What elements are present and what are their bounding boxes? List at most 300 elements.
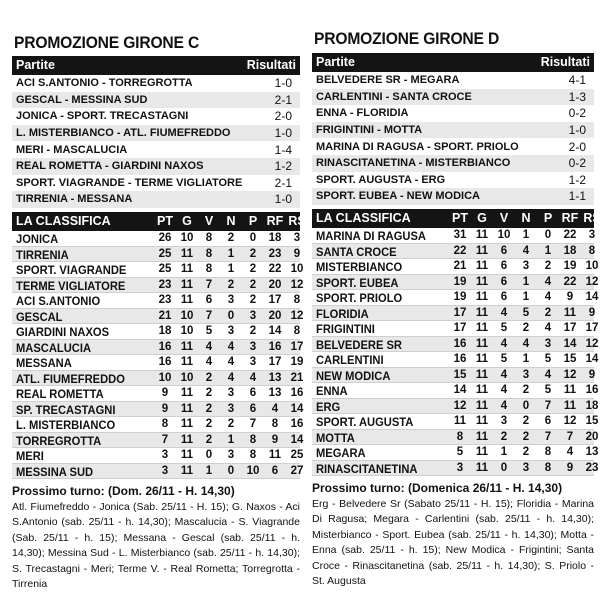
stat-value: 10 [180, 309, 194, 322]
stat-value: 10 [246, 464, 260, 477]
table-row [12, 340, 304, 356]
table-row [12, 247, 300, 263]
match-score: 1-3 [568, 89, 586, 104]
stat-value: 23 [158, 278, 172, 291]
stat-value: 9 [161, 402, 169, 415]
results-header: Risultati [540, 55, 590, 69]
stat-value: 3 [249, 340, 257, 353]
stat-value: 11 [475, 415, 489, 427]
stat-value: 5 [500, 353, 508, 365]
stat-header: RF [561, 211, 579, 225]
team-name: CARLENTINI [316, 353, 384, 367]
stat-header: P [543, 211, 553, 225]
stat-value: 11 [475, 399, 489, 412]
stat-value: 6 [249, 402, 257, 415]
team-name: MESSANA [16, 356, 72, 370]
stat-value: 4 [544, 368, 552, 381]
stat-value: 16 [268, 340, 282, 353]
stat-header: RS [583, 211, 601, 225]
stat-value: 6 [500, 244, 508, 257]
stat-header: G [477, 211, 487, 225]
stat-value: 5 [544, 384, 552, 396]
stat-value: 2 [544, 260, 552, 272]
team-name: REAL ROMETTA [16, 387, 104, 401]
stat-value: 4 [500, 337, 508, 350]
stat-header: RF [266, 214, 284, 228]
table-row [312, 352, 599, 368]
match-score: 0-2 [568, 156, 586, 171]
stat-value: 15 [563, 353, 577, 365]
stat-value: 4 [227, 371, 235, 384]
stat-value: 10 [497, 229, 511, 241]
match-score: 1-0 [274, 126, 292, 141]
stat-value: 6 [500, 275, 508, 288]
stat-value: 7 [205, 309, 213, 322]
match-score: 2-1 [274, 175, 292, 190]
stat-value: 11 [180, 263, 194, 275]
result-row [312, 188, 594, 205]
stat-value: 19 [453, 291, 467, 303]
stat-value: 4 [271, 402, 279, 415]
stat-value: 12 [290, 309, 304, 322]
stat-value: 11 [180, 278, 194, 291]
stat-value: 8 [544, 461, 552, 474]
girone-c-results-header [12, 56, 300, 75]
stat-value: 0 [522, 399, 530, 412]
stat-value: 10 [158, 371, 172, 384]
stat-value: 17 [453, 322, 467, 334]
results-header: Risultati [246, 58, 296, 72]
stat-value: 0 [544, 229, 552, 241]
match-score: 0-2 [568, 106, 586, 121]
stat-value: 11 [475, 446, 489, 458]
stat-value: 20 [585, 430, 599, 443]
stat-value: 14 [585, 291, 599, 303]
stat-value: 12 [585, 275, 599, 288]
stat-value: 17 [290, 340, 304, 353]
stat-value: 12 [290, 278, 304, 291]
stat-value: 11 [180, 387, 194, 399]
stat-value: 25 [158, 247, 172, 260]
stat-value: 11 [180, 418, 194, 430]
next-round-fixtures: Erg - Belvedere Sr (Sabato 25/11 - H. 15); Floridia - Marina Di Ragusa; Megara - Carlentini (sab. 25/11 - h. 14,30); Misterbianco - Sport. Eubea (sab. 25/11 - h. 14,30); Motta - Enna (sab. 25/11 - h. 15); New Modica - Frigintini; Santa Croce - Rinascitanetina (sab. 25/11 - h. 14,30); S. Priolo - St. Augusta [312, 497, 594, 587]
stat-value: 11 [180, 464, 194, 477]
stat-value: 25 [158, 263, 172, 275]
stat-value: 11 [475, 461, 489, 474]
stat-value: 14 [268, 325, 282, 337]
stat-value: 1 [500, 446, 508, 458]
stat-value: 4 [500, 384, 508, 396]
stat-value: 12 [563, 415, 577, 427]
team-name: NEW MODICA [316, 368, 391, 383]
stat-value: 4 [249, 371, 257, 384]
stat-value: 11 [475, 306, 489, 319]
stat-value: 4 [544, 275, 552, 288]
match-name: SPORT. VIAGRANDE - TERME VIGLIATORE [16, 176, 243, 189]
stat-value: 10 [180, 325, 194, 337]
stat-value: 14 [563, 337, 577, 350]
stat-value: 3 [544, 337, 552, 350]
stat-value: 8 [249, 433, 257, 446]
stat-value: 7 [544, 430, 552, 443]
stat-value: 3 [227, 449, 235, 461]
stat-value: 19 [453, 275, 467, 288]
stat-value: 11 [563, 384, 577, 396]
stat-value: 16 [453, 337, 467, 350]
stat-value: 15 [585, 415, 599, 427]
result-row [12, 92, 300, 109]
stat-value: 11 [475, 244, 489, 257]
team-name: SANTA CROCE [316, 244, 397, 259]
stat-value: 10 [180, 232, 194, 244]
team-name: FLORIDIA [316, 306, 369, 321]
stat-value: 3 [456, 461, 464, 474]
stat-value: 14 [290, 402, 304, 415]
stat-value: 3 [293, 232, 301, 244]
table-row [12, 324, 300, 340]
stat-value: 25 [290, 449, 304, 461]
result-row [312, 105, 594, 122]
stat-value: 17 [563, 322, 577, 334]
result-row [312, 72, 594, 89]
result-row [12, 108, 300, 125]
table-row [12, 262, 304, 278]
table-row [12, 433, 304, 449]
stat-header: V [204, 214, 214, 228]
stat-value: 13 [585, 446, 599, 458]
stat-value: 14 [290, 433, 304, 446]
stat-value: 23 [585, 461, 599, 474]
stat-value: 16 [290, 387, 304, 399]
table-row [312, 461, 599, 477]
table-row [312, 290, 599, 306]
stat-value: 1 [227, 263, 235, 275]
table-row [12, 402, 304, 418]
match-name: MERI - MASCALUCIA [16, 143, 128, 156]
team-name: SPORT. EUBEA [316, 275, 399, 290]
next-round-title: Prossimo turno: (Domenica 26/11 - H. 14,30) [312, 481, 563, 495]
match-score: 1-0 [274, 76, 292, 91]
girone-c-results-list [12, 75, 300, 208]
stat-value: 11 [475, 384, 489, 396]
stat-value: 9 [161, 387, 169, 399]
stat-value: 11 [475, 275, 489, 288]
stat-value: 1 [522, 275, 530, 288]
stat-value: 0 [205, 449, 213, 461]
stat-value: 22 [268, 263, 282, 275]
stat-value: 3 [249, 356, 257, 368]
stat-value: 4 [500, 399, 508, 412]
girone-c-standings-header [12, 212, 306, 231]
table-row [12, 231, 300, 247]
stat-value: 21 [290, 371, 304, 384]
stat-value: 4 [566, 446, 574, 458]
match-name: SPORT. EUBEA - NEW MODICA [316, 190, 480, 203]
team-name: TERME VIGLIATORE [16, 278, 126, 293]
stat-value: 2 [227, 278, 235, 291]
stat-value: 2 [249, 294, 257, 306]
table-row [312, 321, 599, 337]
match-name: FRIGINTINI - MOTTA [316, 124, 423, 137]
matches-header: Partite [316, 55, 355, 69]
stat-value: 11 [180, 340, 194, 353]
stat-value: 10 [180, 371, 194, 384]
stat-value: 3 [227, 387, 235, 399]
match-name: RINASCITANETINA - MISTERBIANCO [316, 157, 511, 170]
stat-value: 2 [205, 387, 213, 399]
table-row [312, 399, 599, 415]
stat-value: 14 [585, 353, 599, 365]
stat-value: 10 [585, 260, 599, 272]
stat-value: 26 [158, 232, 172, 244]
result-row [12, 191, 300, 208]
team-name: SPORT. VIAGRANDE [16, 263, 127, 277]
table-row [12, 386, 304, 402]
stat-header: PT [452, 211, 468, 225]
stat-value: 11 [180, 294, 194, 306]
table-row [312, 244, 594, 260]
table-row [12, 309, 304, 325]
team-name: BELVEDERE SR [316, 337, 402, 352]
stat-value: 9 [566, 291, 574, 303]
match-name: TIRRENIA - MESSANA [16, 193, 133, 206]
stat-value: 12 [563, 368, 577, 381]
stat-value: 5 [500, 322, 508, 334]
match-name: L. MISTERBIANCO - ATL. FIUMEFREDDO [16, 127, 231, 140]
team-name: TIRRENIA [16, 247, 69, 262]
stat-value: 11 [475, 229, 489, 241]
stat-value: 16 [585, 384, 599, 396]
stat-value: 3 [522, 368, 530, 381]
stat-value: 8 [161, 418, 169, 430]
stat-value: 3 [161, 464, 169, 477]
team-name: MASCALUCIA [16, 340, 92, 355]
stat-value: 4 [500, 368, 508, 381]
match-name: MARINA DI RAGUSA - SPORT. PRIOLO [316, 140, 519, 153]
stat-value: 6 [205, 294, 213, 306]
stat-value: 31 [453, 229, 467, 241]
stat-value: 9 [293, 247, 301, 260]
stat-value: 7 [205, 278, 213, 291]
team-name: MARINA DI RAGUSA [316, 229, 426, 243]
stat-value: 7 [161, 433, 169, 446]
stat-value: 5 [205, 325, 213, 337]
stat-value: 1 [227, 247, 235, 260]
stat-value: 0 [249, 232, 257, 244]
stat-value: 3 [500, 415, 508, 427]
stat-value: 8 [456, 430, 464, 443]
stat-value: 6 [249, 387, 257, 399]
table-row [312, 368, 594, 384]
team-name: ENNA [316, 384, 348, 398]
stat-value: 2 [205, 402, 213, 415]
stat-value: 2 [522, 446, 530, 458]
table-row [312, 275, 599, 291]
stat-value: 2 [522, 322, 530, 334]
stat-value: 11 [180, 247, 194, 260]
stat-value: 9 [271, 433, 279, 446]
stat-value: 27 [290, 464, 304, 477]
table-row [312, 414, 599, 430]
result-row [312, 122, 594, 139]
result-row [12, 158, 300, 175]
stat-value: 18 [585, 399, 599, 412]
stat-value: 2 [500, 430, 508, 443]
stat-value: 16 [158, 356, 172, 368]
team-name: RINASCITANETINA [316, 461, 418, 476]
stat-value: 3 [227, 325, 235, 337]
table-row [312, 445, 599, 461]
match-name: REAL ROMETTA - GIARDINI NAXOS [16, 160, 204, 173]
stat-value: 22 [453, 244, 467, 257]
stat-value: 2 [249, 263, 257, 275]
stat-header: G [182, 214, 192, 228]
team-name: SP. TRECASTAGNI [16, 402, 116, 417]
table-row [12, 278, 304, 294]
match-score: 1-4 [274, 142, 292, 157]
stat-value: 2 [227, 418, 235, 430]
stat-value: 8 [205, 247, 213, 260]
stat-header: N [226, 214, 236, 228]
stat-value: 4 [522, 337, 530, 350]
stat-value: 7 [566, 430, 574, 443]
stat-value: 5 [522, 306, 530, 319]
stat-value: 6 [500, 260, 508, 272]
team-name: MEGARA [316, 446, 366, 460]
stat-value: 2 [522, 430, 530, 443]
stat-value: 19 [290, 356, 304, 368]
result-row [312, 89, 594, 106]
match-name: ACI S.ANTONIO - TORREGROTTA [16, 77, 193, 90]
stat-value: 11 [563, 306, 577, 319]
team-name: MESSINA SUD [16, 464, 94, 479]
stat-value: 8 [205, 232, 213, 244]
girone-d-title: PROMOZIONE GIRONE D [314, 29, 500, 48]
match-score: 1-2 [274, 159, 292, 174]
stat-value: 16 [158, 340, 172, 353]
stat-value: 6 [500, 291, 508, 303]
stat-value: 8 [588, 244, 596, 257]
stat-value: 8 [249, 449, 257, 461]
stat-value: 6 [544, 415, 552, 427]
team-name: GIARDINI NAXOS [16, 325, 110, 339]
girone-c-title: PROMOZIONE GIRONE C [14, 33, 200, 52]
stat-value: 13 [268, 371, 282, 384]
match-name: BELVEDERE SR - MEGARA [316, 74, 460, 87]
stat-value: 7 [249, 418, 257, 430]
match-score: 1-1 [568, 189, 586, 204]
stat-value: 5 [456, 446, 464, 458]
stat-value: 18 [158, 325, 172, 337]
team-name: ERG [316, 399, 341, 414]
stat-value: 8 [205, 263, 213, 275]
girone-c-next-round [12, 484, 300, 593]
stat-value: 9 [588, 368, 596, 381]
team-name: ACI S.ANTONIO [16, 294, 101, 308]
team-name: JONICA [16, 232, 59, 246]
stat-value: 1 [205, 464, 213, 477]
stat-value: 8 [293, 294, 301, 306]
stat-value: 2 [522, 384, 530, 396]
team-name: MERI [16, 449, 44, 463]
stat-value: 2 [205, 418, 213, 430]
stat-value: 8 [544, 446, 552, 458]
stat-value: 3 [522, 260, 530, 272]
stat-value: 4 [500, 306, 508, 319]
stat-value: 18 [563, 244, 577, 257]
stat-value: 23 [268, 247, 282, 260]
stat-value: 18 [268, 232, 282, 244]
table-row [312, 383, 599, 399]
stat-value: 19 [563, 260, 577, 272]
result-row [12, 75, 300, 92]
girone-d-results-header [312, 53, 594, 72]
stat-value: 11 [563, 399, 577, 412]
girone-d-results-list [312, 72, 594, 205]
team-name: ATL. FIUMEFREDDO [16, 371, 125, 386]
stat-value: 2 [249, 278, 257, 291]
stat-value: 1 [522, 353, 530, 365]
girone-c-standings-table [12, 231, 304, 479]
stat-value: 11 [268, 449, 282, 461]
table-row [12, 448, 304, 464]
stat-value: 4 [544, 291, 552, 303]
match-name: GESCAL - MESSINA SUD [16, 93, 148, 106]
table-row [12, 355, 304, 371]
match-score: 2-1 [274, 92, 292, 107]
stat-value: 0 [227, 309, 235, 322]
stat-value: 22 [563, 229, 577, 241]
stat-value: 1 [522, 229, 530, 241]
stat-value: 2 [227, 232, 235, 244]
stat-value: 8 [271, 418, 279, 430]
stat-header: RS [288, 214, 306, 228]
match-name: SPORT. AUGUSTA - ERG [316, 173, 446, 186]
girone-d-standings-table [312, 228, 599, 476]
stat-value: 11 [180, 449, 194, 461]
stat-value: 9 [566, 461, 574, 474]
stat-value: 20 [268, 309, 282, 322]
stat-value: 3 [522, 461, 530, 474]
stat-value: 11 [180, 402, 194, 415]
result-row [312, 138, 594, 155]
stat-value: 16 [453, 353, 467, 365]
stat-header: PT [157, 214, 173, 228]
stat-value: 11 [475, 260, 489, 272]
stat-value: 6 [271, 464, 279, 477]
table-row [12, 417, 304, 433]
stat-value: 0 [227, 464, 235, 477]
team-name: MOTTA [316, 430, 355, 445]
match-score: 4-1 [568, 73, 586, 88]
next-round-fixtures: Atl. Fiumefreddo - Jonica (Sab. 25/11 - H. 15); G. Naxos - Aci S.Antonio (sab. 25/11 - h. 14,30); Mascalucia - S. Viagrande (Sab. 25/11 - h. 15); Messana - Gescal (sab. 25/11 - h. 14,30); Messina Sud - L. Misterbianco (sab. 25/11 - h. 14,30); S. Trecastagni - Meri; Terme V. - Real Rometta; Torregrotta - Tirrenia [12, 500, 300, 590]
stat-value: 5 [544, 353, 552, 365]
girone-d-standings-header [312, 209, 601, 228]
stat-value: 1 [522, 291, 530, 303]
team-name: FRIGINTINI [316, 322, 375, 336]
table-row [12, 371, 304, 387]
stat-value: 11 [475, 322, 489, 334]
stat-value: 11 [475, 291, 489, 303]
stat-value: 1 [227, 433, 235, 446]
stat-value: 2 [249, 247, 257, 260]
result-row [312, 155, 594, 172]
table-row [312, 259, 599, 275]
stat-value: 23 [158, 294, 172, 306]
girone-d-next-round [312, 481, 594, 590]
stat-value: 11 [180, 356, 194, 368]
stat-value: 12 [585, 337, 599, 350]
